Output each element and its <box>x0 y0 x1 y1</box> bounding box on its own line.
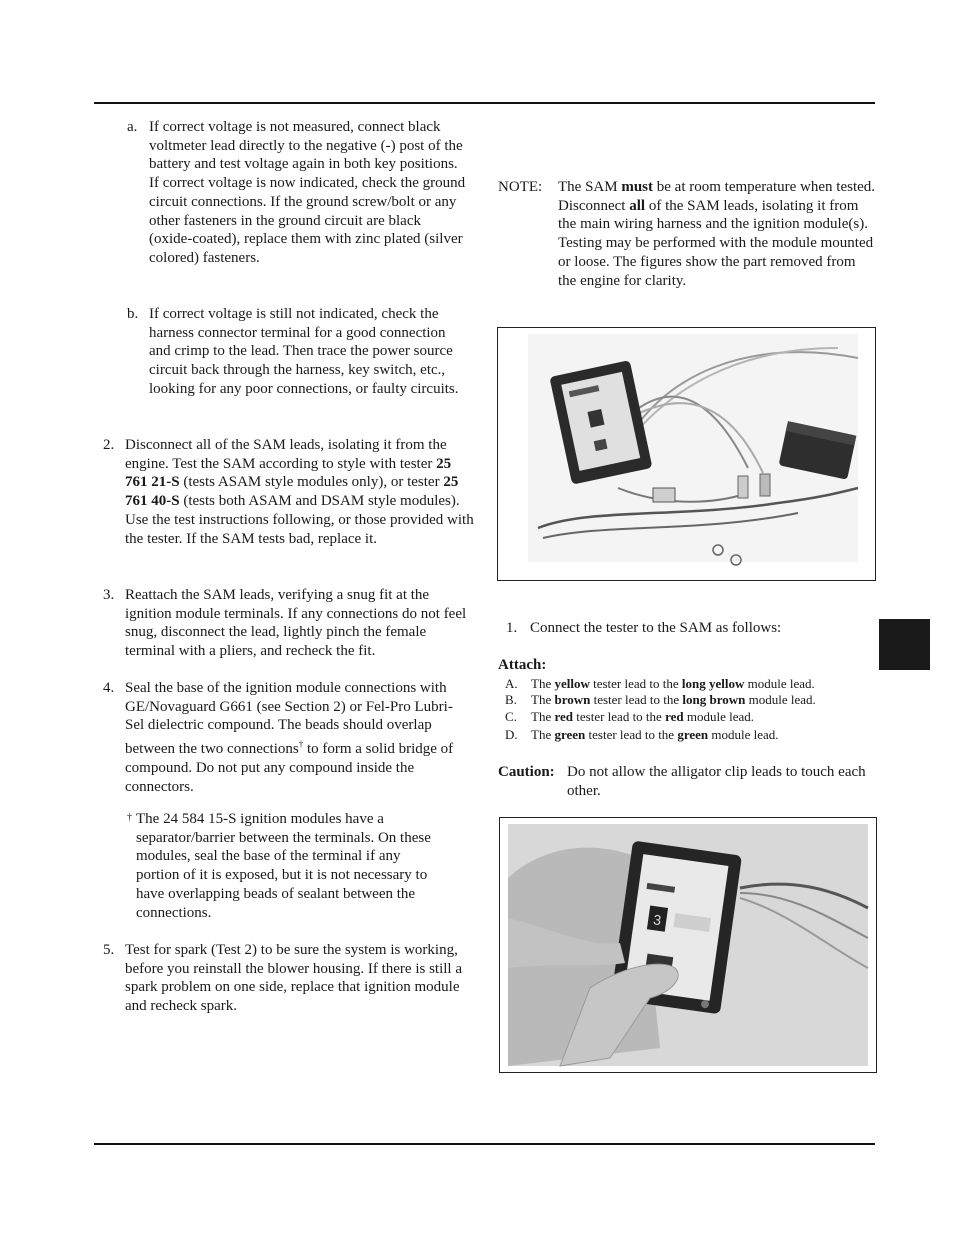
note-label: NOTE: <box>498 179 543 195</box>
figure-sam-module-photo <box>497 327 876 581</box>
attach-item <box>531 691 881 708</box>
note-emphasis-must: must <box>621 179 654 195</box>
tester-lead-color: yellow <box>554 676 590 691</box>
sam-tester-illustration <box>498 328 875 580</box>
attach-item <box>531 675 881 692</box>
step-4-text <box>125 679 471 796</box>
attach-item <box>531 726 881 743</box>
attach-heading <box>498 656 546 675</box>
tester-part-number-2: 25 761 40-S <box>125 474 459 510</box>
attach-text: module lead. <box>745 692 816 707</box>
note-emphasis-all: all <box>629 197 646 214</box>
attach-text: The <box>531 676 555 691</box>
attach-item-letter: B. <box>505 692 517 707</box>
attach-text: The <box>531 692 555 707</box>
attach-text: module lead. <box>744 676 815 691</box>
attach-text: tester lead to the <box>585 727 678 742</box>
attach-text: module lead. <box>683 709 755 724</box>
step-4-text-part: Seal the base of the ignition module connections with GE/Novaguard G661 (see Section 2) or Fel-Pro Lubri-Sel dielectric compound. The beads should overlap between the two connections <box>125 680 453 758</box>
top-rule <box>94 102 875 104</box>
attach-item-letter: C. <box>505 709 517 724</box>
attach-item-letter: D. <box>505 727 518 742</box>
step-2-text-part: (tests both ASAM and DSAM style modules). Use the test instructions following, or those provided with the tester. If the SAM tests bad, replace it. <box>125 493 474 547</box>
item-b-label: b. <box>127 306 139 322</box>
step-2-text-part: Disconnect all of the SAM leads, isolating it from the engine. Test the SAM according to style with tester <box>125 437 447 472</box>
tester-part-number-1: 25 761 21-S <box>125 455 452 491</box>
tester-display-digit: 3 <box>652 911 663 929</box>
attach-text: The <box>531 727 555 742</box>
step-4-text-part: to form a solid bridge of compound. Do not put any compound inside the connectors. <box>125 741 454 795</box>
caution-label-text: Caution: <box>498 764 555 780</box>
section-tab <box>879 619 930 670</box>
attach-text: tester lead to the <box>589 676 682 691</box>
module-lead-color: long yellow <box>681 676 745 691</box>
step-1-label: 1. <box>506 620 518 636</box>
dagger-mark: † <box>298 739 304 750</box>
note-text-part: of the SAM leads, isolating it from the main wiring harness and the ignition module(s). Testing may be performed with the module mounted or loose. The figures show the part removed from the engine for clarity. <box>558 197 874 289</box>
module-lead-color: red <box>665 709 684 724</box>
footnote-mark: † <box>127 812 132 823</box>
caution-label <box>498 763 555 782</box>
tester-lead-color: red <box>554 709 574 724</box>
attach-text: tester lead to the <box>590 692 683 707</box>
step-5-label: 5. <box>103 942 115 958</box>
figure-tester-in-hand-photo <box>499 817 877 1073</box>
item-a-text: If correct voltage is not measured, connect black voltmeter lead directly to the negative (-) post of the battery and test voltage again in both key positions. If correct voltage is now indicated, check the ground circuit connections. If the ground screw/bolt or any other fasteners in the ground circuit are black (oxide-coated), replace them with zinc plated (silver colored) fasteners. <box>149 119 466 266</box>
step-5-text: Test for spark (Test 2) to be sure the system is working, before you reinstall the blower housing. If there is still a spark problem on one side, replace that ignition module and recheck spark. <box>125 942 462 1015</box>
bottom-rule <box>94 1143 875 1145</box>
attach-text: The <box>531 709 555 724</box>
step-3-label: 3. <box>103 587 115 603</box>
step-2-text <box>125 436 475 548</box>
tester-lead-color: green <box>554 727 586 742</box>
attach-text: module lead. <box>708 727 779 742</box>
step-4-label: 4. <box>103 680 115 696</box>
footnote-text: The 24 584 15-S ignition modules have a separator/barrier between the terminals. On these modules, seal the base of the terminal if any portion of it is exposed, but it is not necessary to have overlapping beads of sealant between the connections. <box>136 811 431 921</box>
attach-item <box>531 708 881 725</box>
module-lead-color: green <box>677 727 709 742</box>
attach-heading-text: Attach: <box>498 657 547 673</box>
tester-lead-color: brown <box>554 692 591 707</box>
item-b-text: If correct voltage is still not indicated, check the harness connector terminal for a good connection and crimp to the lead. Then trace the power source circuit back through the harness, key switch, etc., looking for any poor connections, or faulty circuits. <box>149 306 459 397</box>
step-3-text: Reattach the SAM leads, verifying a snug fit at the ignition module terminals. If any connections do not feel snug, disconnect the lead, lightly pinch the female terminal with a pliers, and recheck the fit. <box>125 587 467 660</box>
step-2-text-part: (tests ASAM style modules only), or tester <box>179 474 444 491</box>
attach-text: tester lead to the <box>573 709 666 724</box>
tester-hand-illustration <box>500 818 876 1072</box>
step-2-label: 2. <box>103 437 115 453</box>
attach-item-letter: A. <box>505 676 518 691</box>
step-1-text: Connect the tester to the SAM as follows: <box>530 620 782 636</box>
module-lead-color: long brown <box>682 692 746 707</box>
note-text-part: The SAM <box>558 179 622 195</box>
item-a-label: a. <box>127 119 138 135</box>
note-text-part: be at room temperature when tested. Disconnect <box>558 179 876 214</box>
caution-text: Do not allow the alligator clip leads to touch each other. <box>567 764 866 799</box>
note-text <box>558 178 876 290</box>
